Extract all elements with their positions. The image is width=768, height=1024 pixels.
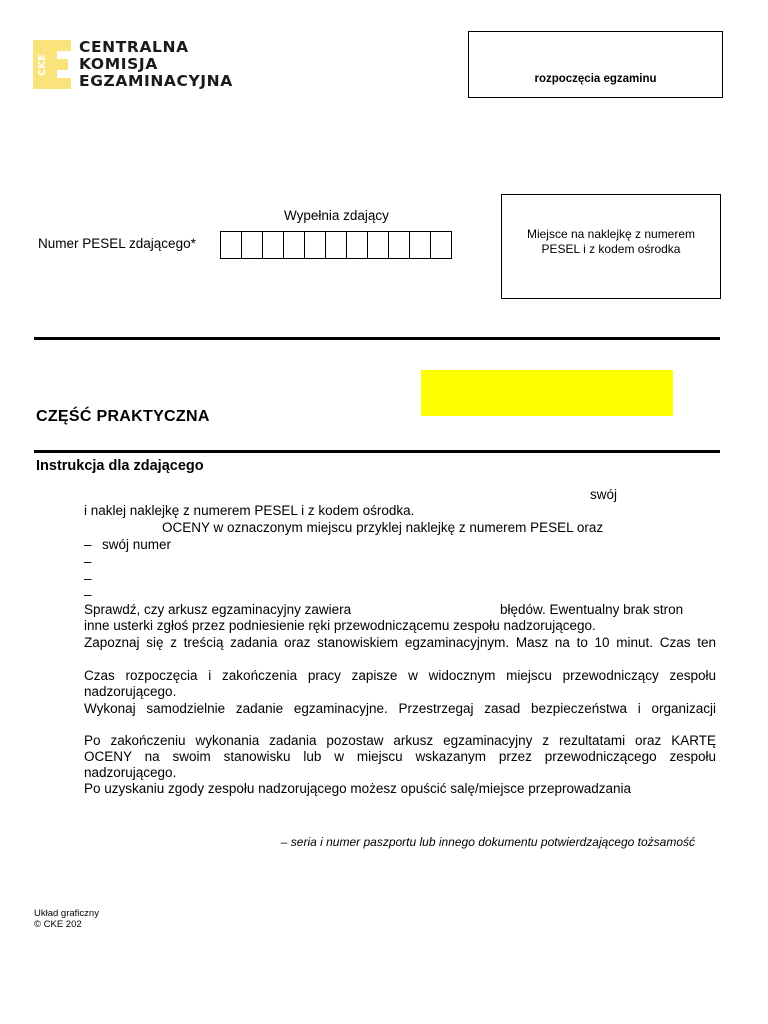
instruction-check-line2: inne usterki zgłoś przez podniesienie ręki przewodniczącemu zespołu nadzorującego.	[84, 618, 596, 633]
instruction-time-2: nadzorującego.	[84, 684, 177, 699]
logo-text	[79, 39, 233, 90]
instruction-oceny: OCENY w oznaczonym miejscu przyklej naklejkę z numerem PESEL oraz	[162, 520, 604, 535]
instruction-read: Zapoznaj się z treścią zadania oraz stanowiskiem egzaminacyjnym. Masz na to 10 minut. Czas ten	[84, 635, 716, 650]
pesel-digit-box[interactable]	[388, 231, 410, 259]
filled-by-label: Wypełnia zdający	[284, 208, 389, 223]
instruction-after-2: OCENY na swoim stanowisku lub w miejscu wskazanym przez przewodniczącego zespołu	[84, 749, 716, 764]
instruction-leave: Po uzyskaniu zgody zespołu nadzorującego możesz opuścić salę/miejsce przeprowadzania	[84, 781, 632, 796]
pesel-digit-box[interactable]	[346, 231, 368, 259]
pesel-label: Numer PESEL zdającego*	[38, 236, 196, 251]
logo-line-2: KOMISJA	[79, 55, 158, 73]
divider-top	[34, 337, 720, 340]
instruction-check-left: Sprawdź, czy arkusz egzaminacyjny zawiera	[84, 602, 352, 617]
instruction-fragment: swój	[590, 487, 618, 502]
dash-bullet: –	[84, 587, 92, 602]
pesel-digit-box[interactable]	[283, 231, 305, 259]
instruction-sticker: i naklej naklejkę z numerem PESEL i z kodem ośrodka.	[84, 503, 415, 518]
footnote: – seria i numer paszportu lub innego dokumentu potwierdzającego tożsamość	[280, 835, 695, 849]
pesel-digit-box[interactable]	[409, 231, 431, 259]
exam-start-box	[468, 31, 723, 98]
pesel-digit-box[interactable]	[220, 231, 242, 259]
dash-bullet: –	[84, 571, 92, 586]
layout-info-line-1: Układ graficzny	[34, 908, 99, 919]
pesel-digit-box[interactable]	[367, 231, 389, 259]
pesel-digit-box[interactable]	[262, 231, 284, 259]
logo-line-3: EGZAMINACYJNA	[79, 72, 233, 90]
sticker-placeholder-label: Miejsce na naklejkę z numerem PESEL i z kodem ośrodka	[526, 227, 696, 256]
bullet-own-number: swój numer	[102, 537, 172, 552]
pesel-digit-box[interactable]	[241, 231, 263, 259]
logo-line-1: CENTRALNA	[79, 38, 189, 56]
instruction-perform: Wykonaj samodzielnie zadanie egzaminacyjne. Przestrzegaj zasad bezpieczeństwa i organizacji	[84, 701, 716, 716]
pesel-digit-box[interactable]	[304, 231, 326, 259]
sticker-placeholder-box	[501, 194, 721, 299]
layout-info-line-2: © CKE 202	[34, 919, 82, 930]
pesel-input-grid[interactable]	[220, 231, 452, 259]
instruction-after-1: Po zakończeniu wykonania zadania pozostaw arkusz egzaminacyjny z rezultatami oraz KARTĘ	[84, 733, 716, 748]
yellow-highlight-box	[421, 370, 673, 416]
cke-logo	[33, 40, 243, 92]
instruction-after-3: nadzorującego.	[84, 765, 177, 780]
dash-bullet: –	[84, 554, 92, 569]
layout-info	[34, 908, 99, 930]
cke-mark-text: CKE	[37, 54, 48, 76]
pesel-digit-box[interactable]	[325, 231, 347, 259]
divider-bottom	[34, 450, 720, 453]
exam-start-label: rozpoczęcia egzaminu	[534, 73, 657, 85]
part-title: CZĘŚĆ PRAKTYCZNA	[36, 408, 210, 425]
instruction-check-right: błędów. Ewentualny brak stron	[500, 602, 684, 617]
instructions-title: Instrukcja dla zdającego	[36, 458, 204, 474]
dash-bullet: –	[84, 537, 92, 552]
instruction-time-1: Czas rozpoczęcia i zakończenia pracy zapisze w widocznym miejscu przewodniczący zespołu	[84, 668, 716, 683]
cke-logo-icon	[33, 40, 71, 89]
pesel-digit-box[interactable]	[430, 231, 452, 259]
